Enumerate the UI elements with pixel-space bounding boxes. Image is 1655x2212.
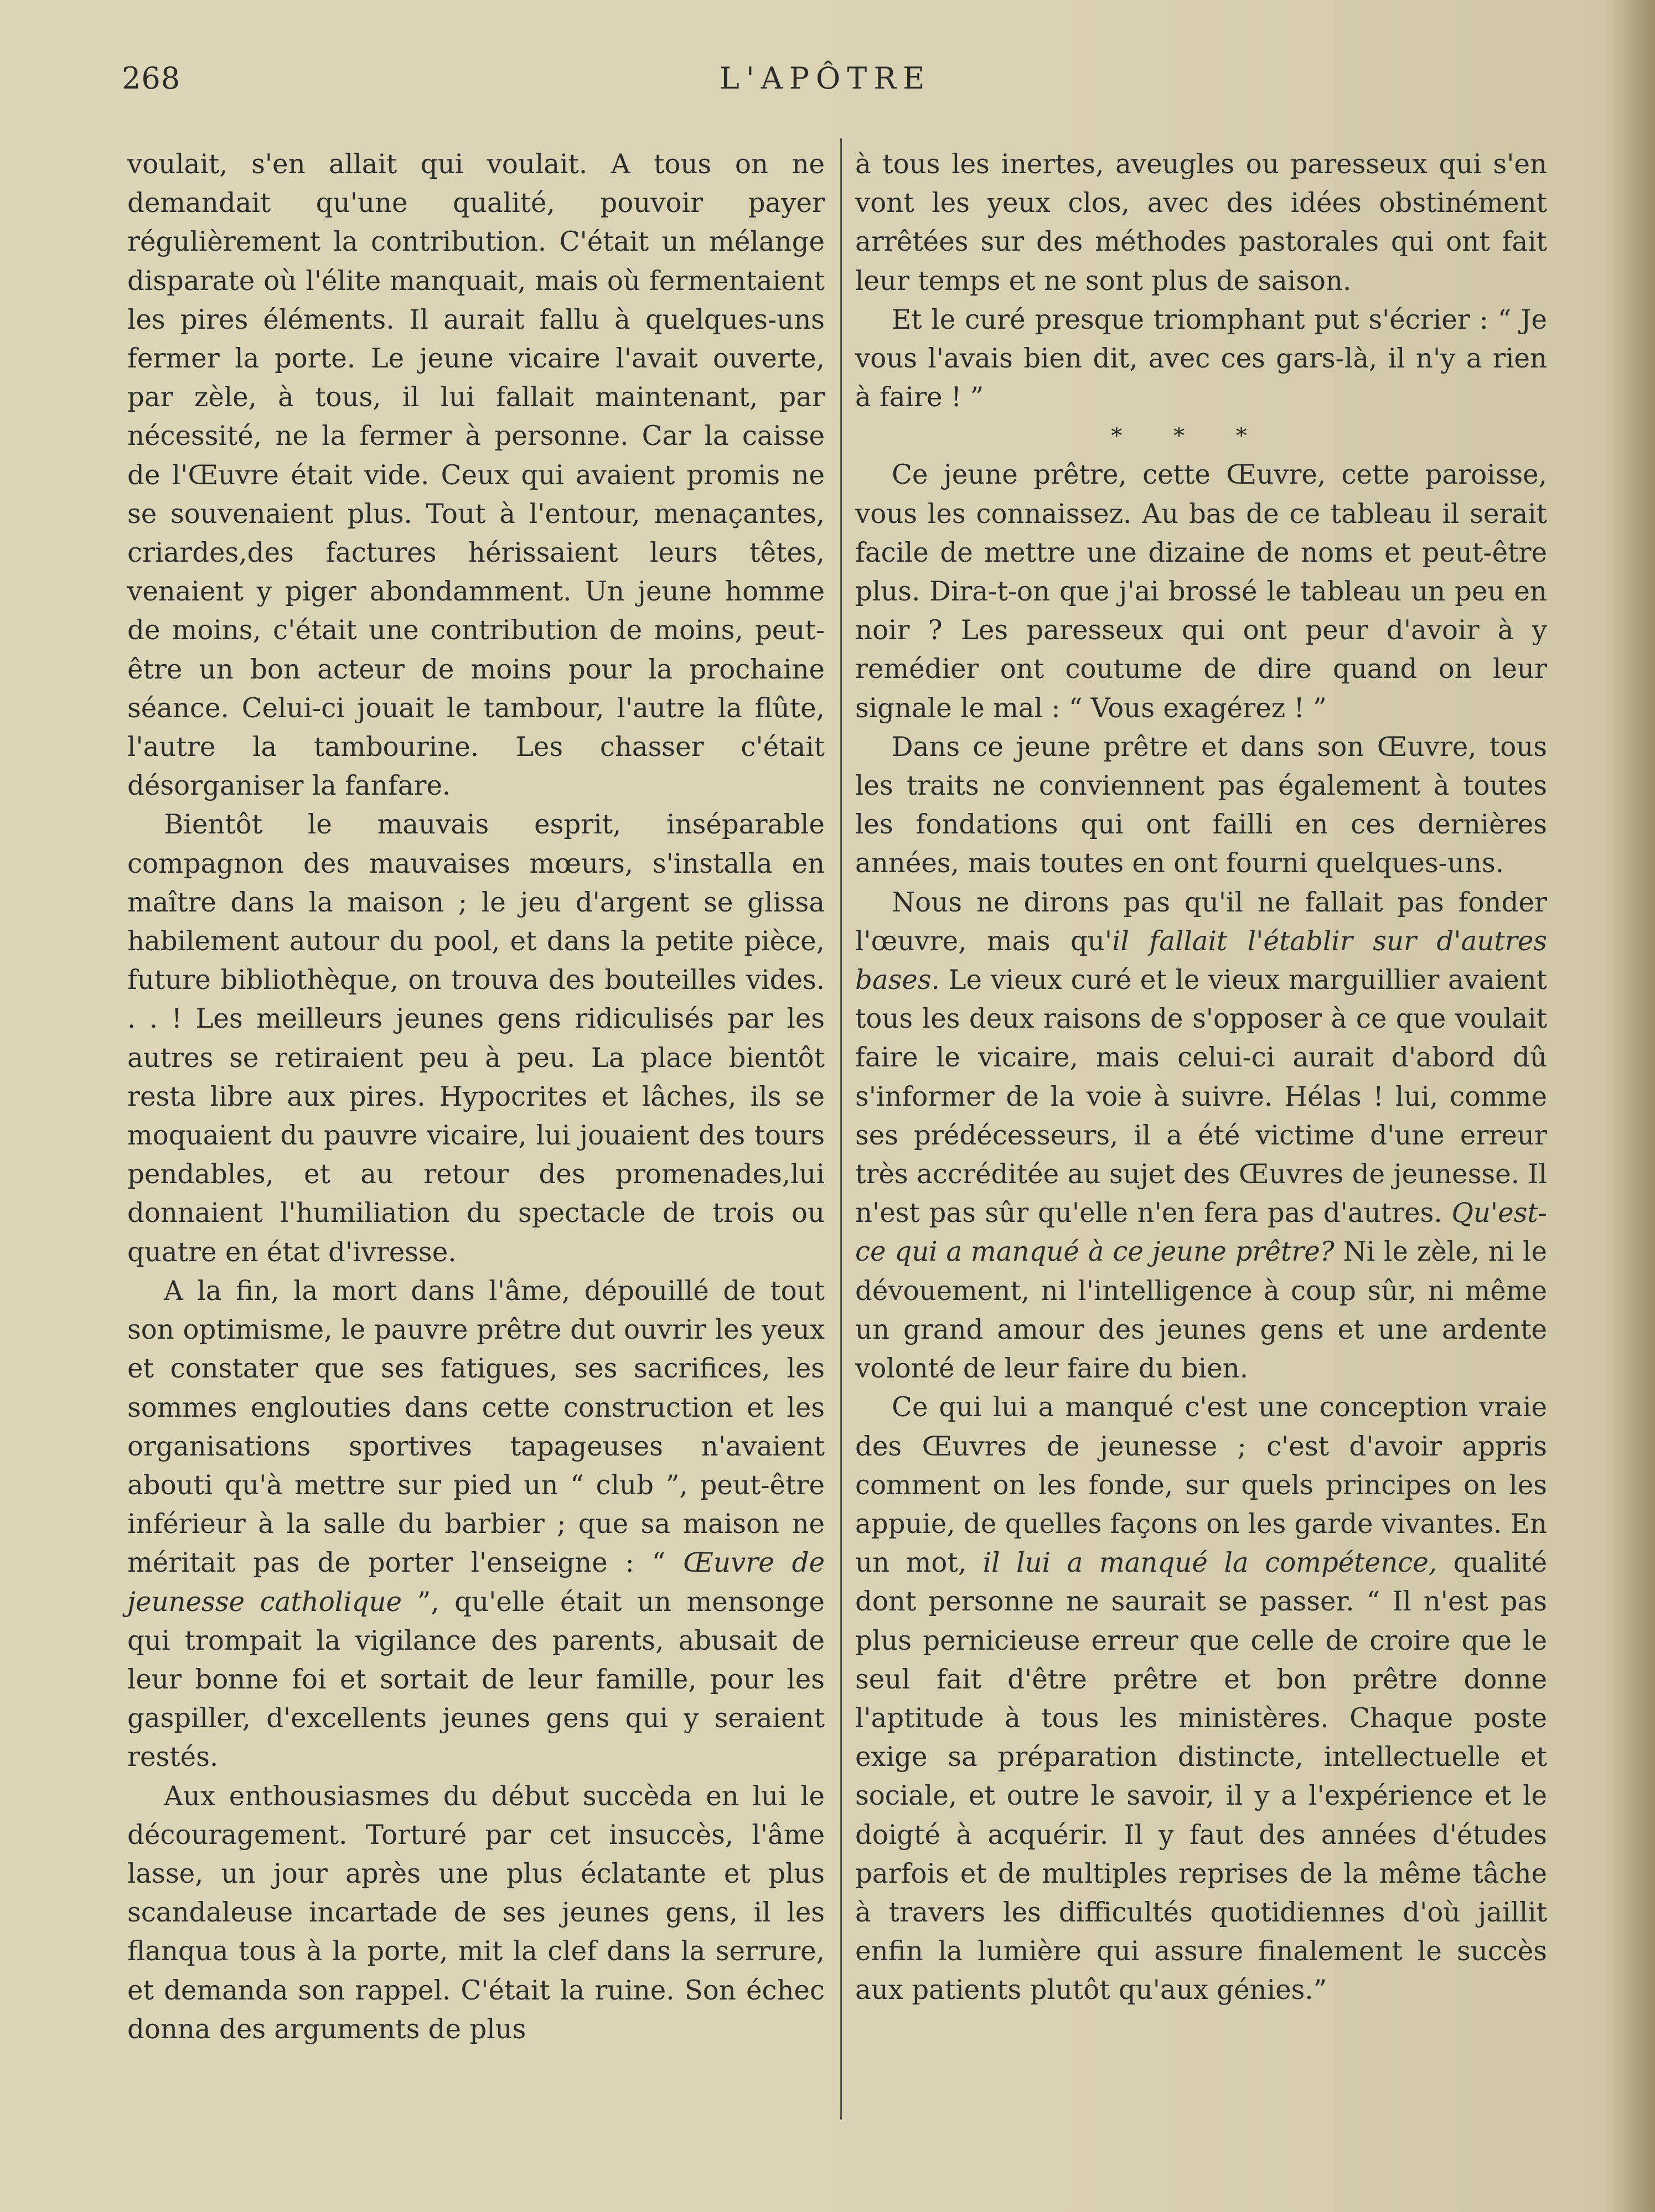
paragraph: [855, 301, 1547, 417]
paragraph: [855, 455, 1547, 727]
right-column: [855, 145, 1547, 2010]
text-run: Bientôt le mauvais esprit, inséparable compagnon des mauvaises mœurs, s'installa en maître dans la maison ; le jeu d'argent se glissa habilement autour du pool, et dans la petite pièce, future bibliothèque, on trouva des bouteilles vides. . . ! Les meilleurs jeunes gens ridiculisés par les autres se retiraient peu à peu. La place bientôt resta libre aux pires. Hypocrites et lâches, ils se moquaient du pauvre vicaire, lui jouaient des tours pendables, et au retour des promenades,lui donnaient l'humiliation du spectacle de trois ou quatre en état d'ivresse.: [127, 809, 825, 1268]
italic-text: il lui a manqué la compétence,: [982, 1547, 1437, 1579]
italic-text: Qu'est-ce qui a manqué à ce jeune prêtre?: [855, 1198, 1547, 1268]
italic-text: Œuvre de jeunesse catholique: [127, 1547, 825, 1618]
paragraph: [855, 1388, 1547, 2009]
page-number: 268: [122, 61, 181, 96]
text-run: ”, qu'elle était un mensonge qui trompait la vigilance des parents, abusait de leur bonne foi et sortait de leur famille, pour les gaspiller, d'excellents jeunes gens qui y seraient restés.: [127, 1586, 825, 1773]
text-run: Dans ce jeune prêtre et dans son Œuvre, tous les traits ne conviennent pas également à toutes les fondations qui ont failli en ces dernières années, mais toutes en ont fourni quelques-uns.: [855, 731, 1547, 879]
left-column: [127, 145, 825, 2049]
text-run: qualité dont personne ne saurait se passer. “ Il n'est pas plus pernicieuse erreur que celle de croire que le seul fait d'être prêtre et bon prêtre donne l'aptitude à tous les ministères. Chaque poste exige sa préparation distincte, intellectuelle et sociale, et outre le savoir, il y a l'expérience et le doigté à acquérir. Il y faut des années d'études parfois et de multiples reprises de la même tâche à travers les difficultés quotidiennes d'où jaillit enfin la lumière qui assure finalement le succès aux patients plutôt qu'aux génies.”: [855, 1547, 1548, 2006]
text-run: Et le curé presque triomphant put s'écrier : “ Je vous l'avais bien dit, avec ces gars-là, il n'y a rien à faire ! ”: [855, 304, 1547, 413]
paragraph: [127, 805, 825, 1271]
running-head: [122, 61, 969, 105]
text-run: Aux enthousiasmes du début succèda en lui le découragement. Torturé par cet insuccès, l'âme lasse, un jour après une plus éclatante et plus scandaleuse incartade de ses jeunes gens, il les flanqua tous à la porte, mit la clef dans la serrure, et demanda son rappel. C'était la ruine. Son échec donna des arguments de plus: [127, 1780, 825, 2045]
text-run: voulait, s'en allait qui voulait. A tous on ne demandait qu'une qualité, pouvoir payer régulièrement la contribution. C'était un mélange disparate où l'élite manquait, mais où fermentaient les pires éléments. Il aurait fallu à quelques-uns fermer la porte. Le jeune vicaire l'avait ouverte, par zèle, à tous, il lui fallait maintenant, par nécessité, ne la fermer à personne. Car la caisse de l'Œuvre était vide. Ceux qui avaient promis ne se souvenaient plus. Tout à l'entour, menaçantes, criardes,des factures hérissaient leurs têtes, venaient y piger abondamment. Un jeune homme de moins, c'était une contribution de moins, peut-être un bon acteur de moins pour la prochaine séance. Celui-ci jouait le tambour, l'autre la flûte, l'autre la tambourine. Les chasser c'était désorganiser la fanfare.: [127, 149, 825, 802]
paragraph: [127, 1777, 825, 2049]
paragraph: [855, 883, 1547, 1389]
section-break-asterism: * * *: [1111, 423, 1269, 449]
text-run: Nous ne dirons pas qu'il ne fallait pas fonder l'œuvre, mais qu': [855, 887, 1547, 957]
text-run: Ce jeune prêtre, cette Œuvre, cette paroisse, vous les connaissez. Au bas de ce tableau il serait facile de mettre une dizaine de noms et peut-être plus. Dira-t-on que j'ai brossé le tableau un peu en noir ? Les paresseux qui ont peur d'avoir à y remédier ont coutume de dire quand on leur signale le mal : “ Vous exagérez ! ”: [855, 459, 1547, 724]
paragraph: [855, 145, 1547, 301]
paragraph: [127, 1272, 825, 1777]
paragraph: [127, 145, 825, 805]
text-run: Ni le zèle, ni le dévouement, ni l'intelligence à coup sûr, ni même un grand amour des jeunes gens et une ardente volonté de leur faire du bien.: [855, 1236, 1547, 1385]
text-run: Le vieux curé et le vieux marguillier avaient tous les deux raisons de s'opposer à ce que voulait faire le vicaire, mais celui-ci aurait d'abord dû s'informer de la voie à suivre. Hélas ! lui, comme ses prédécesseurs, il a été victime d'une erreur très accréditée au sujet des Œuvres de jeunesse. Il n'est pas sûr qu'elle n'en fera pas d'autres.: [855, 965, 1547, 1229]
text-run: A la fin, la mort dans l'âme, dépouillé de tout son optimisme, le pauvre prêtre dut ouvrir les yeux et constater que ses fatigues, ses sacrifices, les sommes englouties dans cette construction et les organisations sportives tapageuses n'avaient abouti qu'à mettre sur pied un “ club ”, peut-être inférieur à la salle du barbier ; que sa maison ne méritait pas de porter l'enseigne : “: [127, 1275, 825, 1579]
paragraph: [855, 728, 1547, 883]
journal-title: L'APÔTRE: [720, 61, 932, 96]
text-run: à tous les inertes, aveugles ou paresseux qui s'en vont les yeux clos, avec des idées obstinément arrêtées sur des méthodes pastorales qui ont fait leur temps et ne sont plus de saison.: [855, 149, 1547, 297]
text-run: Ce qui lui a manqué c'est une conception vraie des Œuvres de jeunesse ; c'est d'avoir appris comment on les fonde, sur quels principes on les appuie, de quelles façons on les garde vivantes. En un mot,: [855, 1392, 1547, 1579]
italic-text: il fallait l'établir sur d'autres bases.: [855, 925, 1547, 996]
